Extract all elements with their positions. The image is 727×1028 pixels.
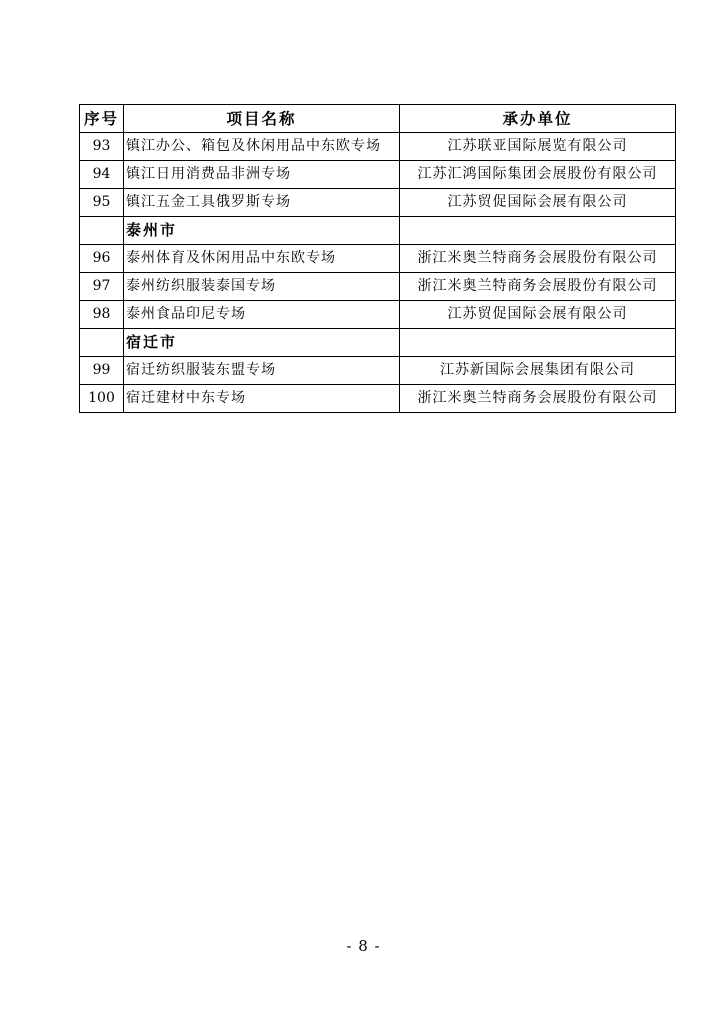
header-serial-number: 序号 [80, 105, 124, 133]
row-serial-number [80, 217, 124, 245]
row-serial-number: 98 [80, 301, 124, 329]
header-project-name: 项目名称 [124, 105, 400, 133]
row-serial-number: 96 [80, 245, 124, 273]
table-row [80, 133, 676, 161]
row-project-name: 泰州体育及休闲用品中东欧专场 [124, 245, 400, 273]
row-project-name: 泰州食品印尼专场 [124, 301, 400, 329]
table-row [80, 357, 676, 385]
row-organizer [400, 217, 676, 245]
row-organizer: 江苏贸促国际会展有限公司 [400, 301, 676, 329]
header-organizer: 承办单位 [400, 105, 676, 133]
table-row [80, 161, 676, 189]
table-body [80, 133, 676, 413]
table-row [80, 245, 676, 273]
row-organizer: 浙江米奥兰特商务会展股份有限公司 [400, 273, 676, 301]
row-organizer: 浙江米奥兰特商务会展股份有限公司 [400, 245, 676, 273]
city-group-label: 宿迁市 [124, 329, 400, 357]
table-header-row [80, 105, 676, 133]
page-number: - 8 - [346, 937, 381, 955]
row-serial-number: 95 [80, 189, 124, 217]
table-row [80, 301, 676, 329]
row-project-name: 镇江日用消费品非洲专场 [124, 161, 400, 189]
table-row [80, 385, 676, 413]
row-serial-number: 94 [80, 161, 124, 189]
row-organizer: 江苏贸促国际会展有限公司 [400, 189, 676, 217]
city-group-label: 泰州市 [124, 217, 400, 245]
row-organizer: 江苏新国际会展集团有限公司 [400, 357, 676, 385]
row-project-name: 宿迁建材中东专场 [124, 385, 400, 413]
row-organizer: 江苏联亚国际展览有限公司 [400, 133, 676, 161]
row-project-name: 镇江办公、箱包及休闲用品中东欧专场 [124, 133, 400, 161]
city-group-row [80, 329, 676, 357]
table-row [80, 273, 676, 301]
row-serial-number: 99 [80, 357, 124, 385]
row-organizer: 浙江米奥兰特商务会展股份有限公司 [400, 385, 676, 413]
row-project-name: 宿迁纺织服装东盟专场 [124, 357, 400, 385]
project-table [79, 104, 676, 413]
city-group-row [80, 217, 676, 245]
row-project-name: 镇江五金工具俄罗斯专场 [124, 189, 400, 217]
row-serial-number: 100 [80, 385, 124, 413]
row-serial-number: 97 [80, 273, 124, 301]
row-project-name: 泰州纺织服装泰国专场 [124, 273, 400, 301]
row-serial-number [80, 329, 124, 357]
row-serial-number: 93 [80, 133, 124, 161]
row-organizer: 江苏汇鸿国际集团会展股份有限公司 [400, 161, 676, 189]
table-row [80, 189, 676, 217]
row-organizer [400, 329, 676, 357]
